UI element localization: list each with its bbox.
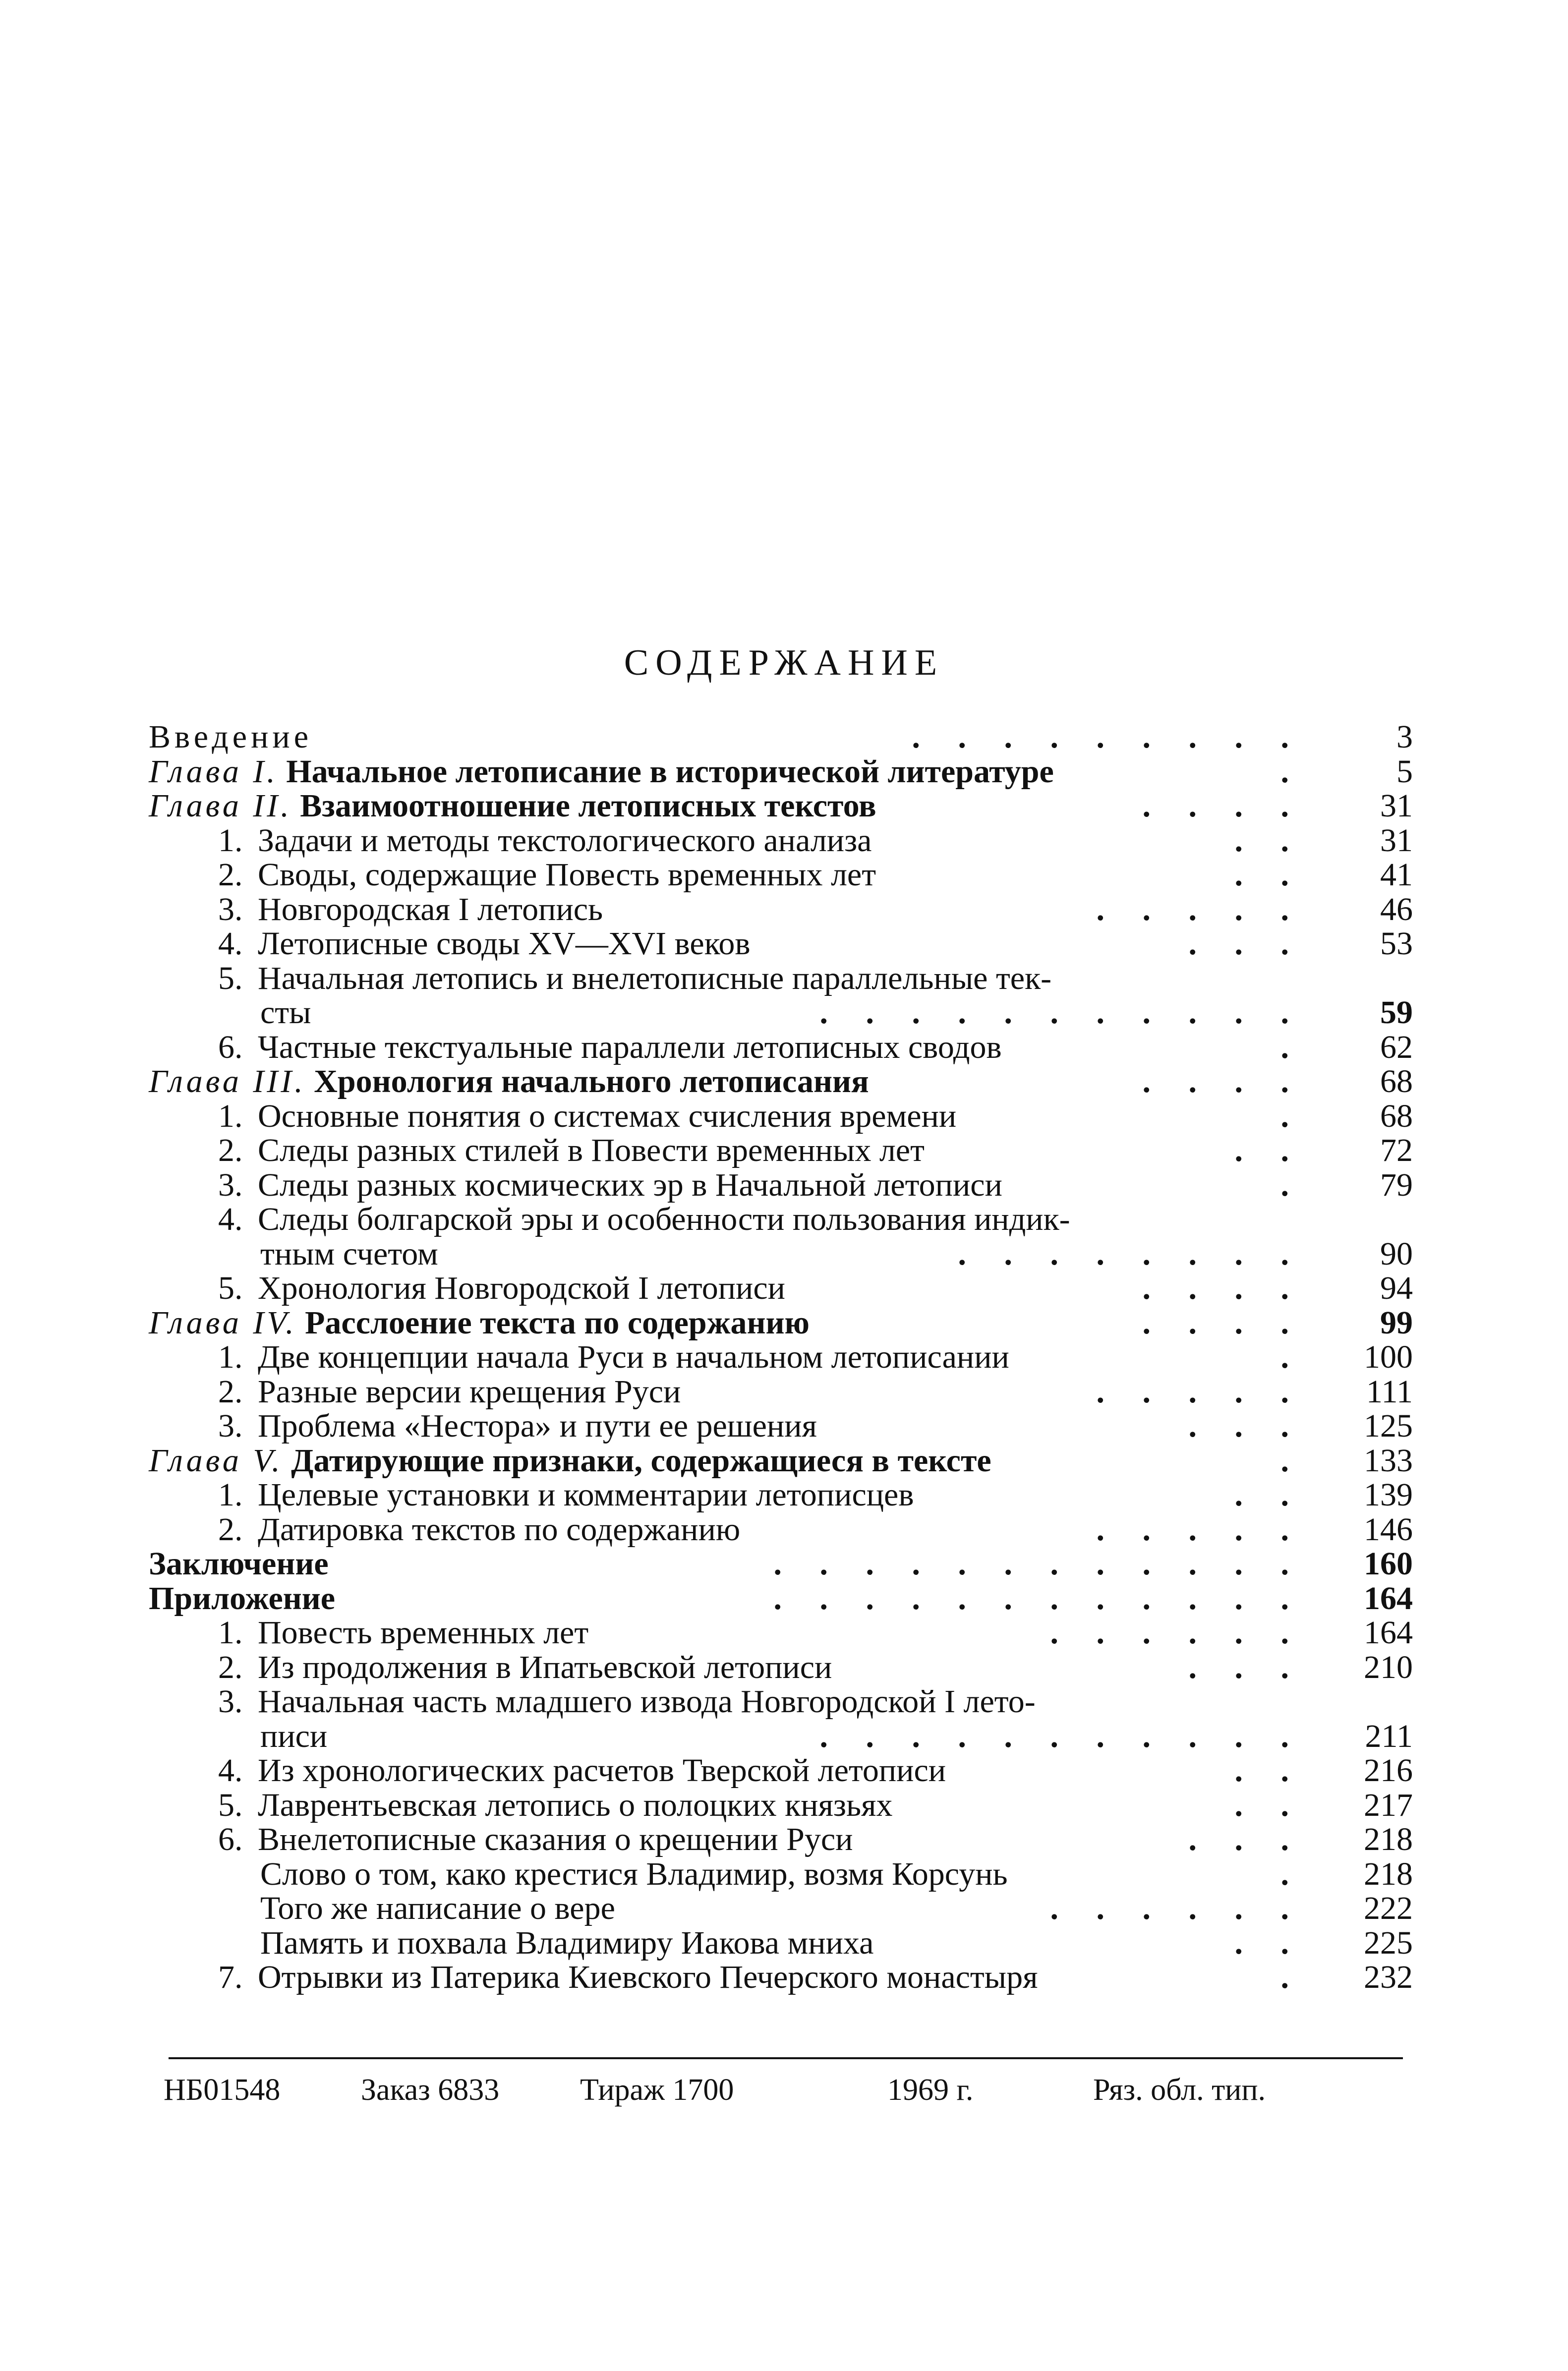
leader-dots: . . . . . . . . . . . .: [773, 1546, 1304, 1582]
page-title: СОДЕРЖАНИЕ: [624, 642, 944, 683]
item-number: 3.: [218, 891, 243, 927]
leader-dots: . . . .: [1142, 788, 1304, 824]
section-title: Введение: [149, 719, 313, 755]
item-title: Датировка текстов по содержанию: [258, 1511, 741, 1548]
toc-entry: [218, 961, 1051, 996]
item-title: Следы разных стилей в Повести временных лет: [258, 1132, 925, 1168]
leader-dots: . .: [1234, 1477, 1304, 1513]
toc-row: [149, 823, 1413, 858]
leader-dots: . . . . . . . . .: [912, 719, 1304, 755]
toc-row: [149, 858, 1413, 892]
toc-entry: [218, 1340, 1009, 1375]
item-title: Память и похвала Владимиру Иакова мниха: [260, 1924, 874, 1961]
toc-row: [149, 1340, 1413, 1375]
item-number: 5.: [218, 1270, 243, 1306]
item-number: 4.: [218, 1752, 243, 1789]
toc-entry: [218, 1684, 1036, 1719]
toc-row: [149, 1960, 1413, 1995]
leader-dots: . . . . . .: [1050, 1890, 1304, 1926]
page-number: 217: [1364, 1787, 1413, 1823]
page-number: 225: [1364, 1924, 1413, 1961]
item-title: Лаврентьевская летопись о полоцких князьях: [258, 1787, 893, 1823]
item-number: 2.: [218, 857, 243, 893]
toc-row: [149, 892, 1413, 927]
toc-entry: [149, 1306, 810, 1340]
toc-entry: [149, 1444, 991, 1478]
toc-row: [149, 754, 1413, 789]
toc-row: [149, 1237, 1413, 1272]
item-number: 6.: [218, 1821, 243, 1857]
item-number: 3.: [218, 1166, 243, 1203]
page-number: 111: [1366, 1373, 1413, 1410]
page-number: 218: [1364, 1855, 1413, 1892]
toc-row: [149, 1202, 1413, 1237]
item-number: 2.: [218, 1649, 243, 1685]
leader-dots: . .: [1234, 1752, 1304, 1789]
leader-dots: .: [1280, 1339, 1304, 1375]
item-number: 3.: [218, 1683, 243, 1720]
item-title-continuation: сты: [260, 994, 311, 1031]
toc-row: [149, 961, 1413, 996]
leader-dots: . .: [1234, 1132, 1304, 1168]
page-number: 100: [1364, 1339, 1413, 1375]
toc-row: [149, 1306, 1413, 1340]
chapter-title: Взаимоотношение летописных текстов: [300, 788, 876, 824]
chapter-title: Датирующие признаки, содержащиеся в тексте: [291, 1442, 991, 1479]
toc-entry: [218, 1099, 956, 1134]
toc-entry: [260, 1719, 327, 1754]
leader-dots: .: [1280, 753, 1304, 790]
item-title: Следы разных космических эр в Начальной летописи: [258, 1166, 1002, 1203]
item-number: 2.: [218, 1373, 243, 1410]
page-number: 46: [1380, 891, 1413, 927]
toc-row: [149, 720, 1413, 754]
toc-entry: [218, 1512, 740, 1547]
leader-dots: .: [1280, 1959, 1304, 1995]
chapter-title: Хронология начального летописания: [314, 1063, 869, 1099]
item-number: 1.: [218, 1615, 243, 1651]
item-number: 6.: [218, 1029, 243, 1065]
leader-dots: . . . . .: [1096, 891, 1304, 927]
toc-entry: [218, 1616, 588, 1650]
item-title: Из хронологических расчетов Тверской летописи: [258, 1752, 946, 1789]
toc-entry: [218, 1788, 892, 1823]
toc-row: [149, 1133, 1413, 1168]
item-title: Хронология Новгородской I летописи: [258, 1270, 785, 1306]
page-number: 146: [1364, 1511, 1413, 1548]
item-title: Летописные своды XV—XVI веков: [258, 925, 751, 962]
imprint-year: 1969 г.: [887, 2073, 974, 2107]
leader-dots: . . . . . . . . . . .: [819, 994, 1304, 1031]
toc-row: [149, 1719, 1413, 1754]
page-number: 59: [1380, 994, 1413, 1031]
chapter-title: Расслоение текста по содержанию: [305, 1304, 810, 1341]
toc-row: [149, 1409, 1413, 1444]
chapter-label: Глава II.: [149, 788, 292, 824]
toc-row: [149, 1168, 1413, 1203]
page-number: 232: [1364, 1959, 1413, 1995]
toc-entry: [218, 1168, 1002, 1203]
leader-dots: .: [1280, 1166, 1304, 1203]
page-number: 216: [1364, 1752, 1413, 1789]
item-number: 1.: [218, 822, 243, 859]
leader-dots: . . . . . .: [1050, 1615, 1304, 1651]
toc-row: [149, 1684, 1413, 1719]
page-number: 164: [1364, 1580, 1413, 1617]
leader-dots: . . . . . . . . . . .: [819, 1718, 1304, 1754]
toc-entry: [218, 1478, 914, 1512]
page-number: 79: [1380, 1166, 1413, 1203]
item-title: Задачи и методы текстологического анализа: [258, 822, 872, 859]
item-title: Того же написание о вере: [260, 1890, 615, 1926]
leader-dots: . .: [1234, 857, 1304, 893]
toc-entry: [218, 892, 603, 927]
chapter-label: Глава IV.: [149, 1304, 297, 1341]
item-title: Следы болгарской эры и особенности пользования индик-: [258, 1201, 1070, 1237]
toc-row: [149, 1444, 1413, 1478]
toc-entry: [260, 1857, 1008, 1892]
item-title: Частные текстуальные параллели летописных сводов: [258, 1029, 1002, 1065]
page-number: 222: [1364, 1890, 1413, 1926]
imprint-divider: [169, 2057, 1403, 2059]
toc-row: [149, 1375, 1413, 1409]
leader-dots: .: [1280, 1855, 1304, 1892]
toc-entry: [218, 858, 876, 892]
toc-entry: [149, 754, 1054, 789]
item-title-continuation: тным счетом: [260, 1235, 438, 1272]
page-number: 125: [1364, 1408, 1413, 1444]
toc-entry: [218, 1202, 1070, 1237]
toc-entry: [218, 926, 751, 961]
item-title: Основные понятия о системах счисления времени: [258, 1098, 957, 1134]
item-title: Начальная летопись и внелетописные параллельные тек-: [258, 960, 1052, 996]
toc-entry: [260, 1237, 438, 1272]
page-number: 90: [1380, 1235, 1413, 1272]
toc-entry: [218, 1960, 1038, 1995]
item-title: Разные версии крещения Руси: [258, 1373, 681, 1410]
item-title: Новгородская I летопись: [258, 891, 603, 927]
toc-entry: [149, 1547, 329, 1581]
item-title: Две концепции начала Руси в начальном летописании: [258, 1339, 1009, 1375]
toc-entry: [260, 1891, 615, 1926]
leader-dots: . . . . .: [1096, 1511, 1304, 1548]
item-title: Начальная часть младшего извода Новгородской I лето-: [258, 1683, 1036, 1720]
page-number: 3: [1396, 719, 1413, 755]
table-of-contents: [149, 720, 1413, 1995]
page-number: 139: [1364, 1477, 1413, 1513]
toc-row: [149, 1064, 1413, 1099]
page-number: 164: [1364, 1615, 1413, 1651]
toc-entry: [218, 1822, 853, 1857]
item-number: 1.: [218, 1477, 243, 1513]
toc-entry: [218, 823, 871, 858]
leader-dots: .: [1280, 1029, 1304, 1065]
page-number: 133: [1364, 1442, 1413, 1479]
toc-row: [149, 926, 1413, 961]
page-number: 31: [1380, 822, 1413, 859]
toc-row: [149, 1478, 1413, 1512]
leader-dots: . .: [1234, 822, 1304, 859]
toc-entry: [149, 789, 876, 823]
leader-dots: . .: [1234, 1924, 1304, 1961]
leader-dots: . . .: [1188, 1649, 1304, 1685]
chapter-title: Начальное летописание в исторической литературе: [286, 753, 1054, 790]
toc-row: [149, 1891, 1413, 1926]
toc-row: [149, 1650, 1413, 1685]
toc-entry: [218, 1030, 1002, 1065]
leader-dots: . . . .: [1142, 1063, 1304, 1099]
page-number: 160: [1364, 1546, 1413, 1582]
item-number: 7.: [218, 1959, 243, 1995]
toc-row: [149, 1822, 1413, 1857]
page-number: 53: [1380, 925, 1413, 962]
page-number: 68: [1380, 1098, 1413, 1134]
leader-dots: . . . . .: [1096, 1373, 1304, 1410]
page-number: 62: [1380, 1029, 1413, 1065]
imprint-run: Тираж 1700: [580, 2073, 734, 2107]
toc-entry: [149, 1581, 335, 1616]
toc-row: [149, 1512, 1413, 1547]
toc-row: [149, 995, 1413, 1030]
toc-row: [149, 1030, 1413, 1065]
item-number: 4.: [218, 925, 243, 962]
page-number: 5: [1396, 753, 1413, 790]
leader-dots: . . . . . . . . . . . .: [773, 1580, 1304, 1617]
leader-dots: . . .: [1188, 925, 1304, 962]
item-title: Внелетописные сказания о крещении Руси: [258, 1821, 853, 1857]
item-title: Отрывки из Патерика Киевского Печерского монастыря: [258, 1959, 1038, 1995]
item-title-continuation: писи: [260, 1718, 328, 1754]
imprint-code: НБ01548: [164, 2073, 281, 2107]
item-number: 2.: [218, 1511, 243, 1548]
item-number: 1.: [218, 1098, 243, 1134]
item-number: 2.: [218, 1132, 243, 1168]
leader-dots: . . . .: [1142, 1304, 1304, 1341]
toc-entry: [218, 1271, 785, 1306]
page-number: 99: [1380, 1304, 1413, 1341]
page-number: 94: [1380, 1270, 1413, 1306]
item-title: Проблема «Нестора» и пути ее решения: [258, 1408, 817, 1444]
toc-row: [149, 1926, 1413, 1961]
toc-row: [149, 1753, 1413, 1788]
toc-entry: [218, 1409, 817, 1444]
page-number: 218: [1364, 1821, 1413, 1857]
toc-entry: [149, 720, 312, 754]
page-number: 31: [1380, 788, 1413, 824]
item-title: Слово о том, како крестися Владимир, возмя Корсунь: [260, 1855, 1008, 1892]
page-number: 210: [1364, 1649, 1413, 1685]
section-title: Заключение: [149, 1546, 329, 1582]
page-number: 41: [1380, 857, 1413, 893]
item-number: 5.: [218, 960, 243, 996]
toc-row: [149, 1581, 1413, 1616]
chapter-label: Глава V.: [149, 1442, 283, 1479]
toc-entry: [260, 995, 311, 1030]
page-number: 72: [1380, 1132, 1413, 1168]
item-title: Повесть временных лет: [258, 1615, 589, 1651]
leader-dots: . . .: [1188, 1821, 1304, 1857]
leader-dots: . .: [1234, 1787, 1304, 1823]
toc-row: [149, 1099, 1413, 1134]
toc-entry: [218, 1650, 832, 1685]
imprint-printer: Ряз. обл. тип.: [1093, 2073, 1266, 2107]
item-title: Целевые установки и комментарии летописцев: [258, 1477, 914, 1513]
chapter-label: Глава III.: [149, 1063, 306, 1099]
leader-dots: . . . . . . . .: [958, 1235, 1304, 1272]
item-number: 5.: [218, 1787, 243, 1823]
imprint-order: Заказ 6833: [361, 2073, 500, 2107]
leader-dots: . . . .: [1142, 1270, 1304, 1306]
toc-row: [149, 1547, 1413, 1581]
toc-entry: [218, 1753, 946, 1788]
section-title: Приложение: [149, 1580, 336, 1617]
toc-row: [149, 1857, 1413, 1892]
item-title: Своды, содержащие Повесть временных лет: [258, 857, 876, 893]
leader-dots: .: [1280, 1442, 1304, 1479]
leader-dots: . . .: [1188, 1408, 1304, 1444]
toc-entry: [260, 1926, 873, 1961]
toc-entry: [218, 1133, 925, 1168]
item-number: 4.: [218, 1201, 243, 1237]
chapter-label: Глава I.: [149, 753, 278, 790]
toc-entry: [149, 1064, 869, 1099]
toc-row: [149, 1788, 1413, 1823]
toc-row: [149, 1616, 1413, 1650]
item-number: 1.: [218, 1339, 243, 1375]
toc-entry: [218, 1375, 681, 1409]
leader-dots: .: [1280, 1098, 1304, 1134]
toc-row: [149, 1271, 1413, 1306]
page-number: 211: [1365, 1718, 1413, 1754]
item-title: Из продолжения в Ипатьевской летописи: [258, 1649, 832, 1685]
page-number: 68: [1380, 1063, 1413, 1099]
toc-row: [149, 789, 1413, 823]
item-number: 3.: [218, 1408, 243, 1444]
